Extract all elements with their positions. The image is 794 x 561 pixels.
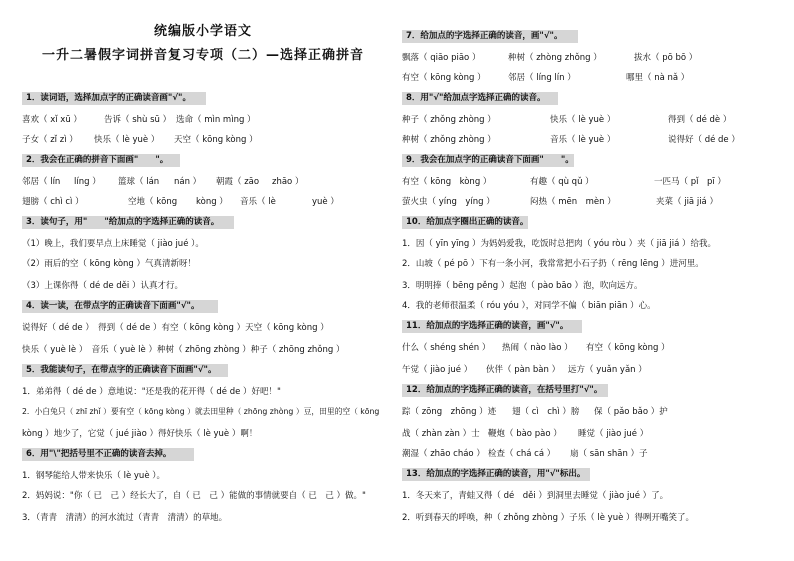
item: 热闹（ nào lào ） bbox=[502, 343, 573, 353]
section-10-line-3: 3．明明捧（ bēng pěng ）起泡（ pào bāo ）泡，吹向远方。 bbox=[402, 281, 643, 291]
item: 战（ zhàn zàn ）士 bbox=[402, 429, 480, 439]
item: yuè ） bbox=[312, 197, 339, 207]
item: 潮湿（ zhāo cháo ） bbox=[402, 449, 485, 459]
item: 闷热（ mēn mèn ） bbox=[530, 197, 616, 207]
section-6-line-3: 3．（青青 清清）的河水流过（青青 清清）的草地。 bbox=[22, 513, 228, 523]
item: 踪（ zōng zhōng ）迹 bbox=[402, 407, 497, 417]
section-9-heading: 9．我会在加点字的正确读音下面画" "。 bbox=[402, 154, 574, 167]
item: 睡觉（ jiào jué ） bbox=[578, 429, 649, 439]
section-8-heading: 8．用"√"给加点字选择正确的读音。 bbox=[402, 92, 558, 105]
section-5-line-2: 2．小白兔只（ zhī zhǐ ）要有空（ kōng kòng ）就去田里种（ zhōng zhòng ）豆，田里的空（ kōng bbox=[22, 407, 380, 416]
item: 伙伴（ pàn bàn ） bbox=[486, 365, 561, 375]
doc-title: 统编版小学语文 bbox=[153, 24, 252, 39]
item: 种子（ zhǒng zhòng ） bbox=[402, 115, 496, 125]
item: 朝霞（ zāo bbox=[216, 177, 260, 187]
section-10-line-1: 1．因（ yīn yīng ）为妈妈爱我，吃饭时总把肉（ yóu ròu ）夹（ jiā jiá ）给我。 bbox=[402, 239, 717, 249]
section-5-line-3: kòng ）地少了，它觉（ jué jiào ）得好快乐（ lè yuè ）啊！ bbox=[22, 429, 258, 439]
item: 午觉（ jiào jué ） bbox=[402, 365, 473, 375]
item: 天空（ kōng kòng ） bbox=[174, 135, 258, 145]
section-4-heading: 4．读一读，在带点字的正确读音下面画"√"。 bbox=[22, 300, 218, 313]
item: 扇（ sān shān ）子 bbox=[570, 449, 648, 459]
section-10-line-4: 4．我的老师很温柔（ róu yóu ），对同学不偏（ biān piān ）心。 bbox=[402, 301, 656, 311]
item: 远方（ yuǎn yǎn ） bbox=[568, 365, 647, 375]
item: 快乐（ lè yuè ） bbox=[94, 135, 160, 145]
item: 喜欢（ xǐ xū ） bbox=[22, 115, 82, 125]
section-3-line-3: （3）上课你得（ dé de děi ）认真才行。 bbox=[22, 281, 183, 291]
section-13-line-1: 1．冬天来了，青蛙又得（ dé děi ）到洞里去睡觉（ jiào jué ）了。 bbox=[402, 491, 669, 501]
section-13-heading: 13．给加点的字选择正确的读音，用"√"标出。 bbox=[402, 468, 590, 481]
section-4-line-2: 快乐（ yuè lè ） 音乐（ yuè lè ）种树（ zhōng zhòng ）种子（ zhōng zhǒng ） bbox=[22, 345, 345, 355]
item: zhāo ） bbox=[272, 177, 304, 187]
section-11-heading: 11．给加点的字选择正确的读音，画"√"。 bbox=[402, 320, 582, 333]
item: 空地（ kōng bbox=[128, 197, 178, 207]
section-3-line-2: （2）雨后的空（ kōng kòng ）气真清新呀！ bbox=[22, 259, 197, 269]
item: 有空（ kōng kòng ） bbox=[402, 73, 486, 83]
item: 保（ pǎo bǎo ）护 bbox=[594, 407, 668, 417]
item: 检查（ chá cá ） bbox=[488, 449, 556, 459]
section-1-heading: 1．读词语，选择加点字的正确读音画"√"。 bbox=[22, 92, 206, 105]
item: 选命（ mìn mìng ） bbox=[176, 115, 256, 125]
item: 告诉（ shù sū ） bbox=[104, 115, 172, 125]
item: 得到（ dé dè ） bbox=[668, 115, 732, 125]
section-3-heading: 3．读句子，用" "给加点的字选择正确的读音。 bbox=[22, 216, 234, 229]
section-5-heading: 5．我能读句子，在带点字的正确读音下面画"√"。 bbox=[22, 364, 228, 377]
item: kòng ） bbox=[196, 197, 228, 207]
item: 萤火虫（ yíng yíng ） bbox=[402, 197, 495, 207]
doc-subtitle: 一升二暑假字词拼音复习专项（二）—选择正确拼音 bbox=[41, 48, 364, 63]
item: 哪里（ nà nǎ ） bbox=[626, 73, 690, 83]
item: 鞭炮（ bào pào ） bbox=[488, 429, 562, 439]
item: nán ） bbox=[174, 177, 202, 187]
item: 什么（ shéng shén ） bbox=[402, 343, 491, 353]
section-12-heading: 12．给加点的字选择正确的读音，在括号里打"√"。 bbox=[402, 384, 608, 397]
section-10-line-2: 2．山坡（ pé pō ）下有一条小河，我常常把小石子扔（ rēng lēng ）进河里。 bbox=[402, 259, 704, 269]
section-10-heading: 10．给加点字圈出正确的读音。 bbox=[402, 216, 528, 229]
item: 说得好（ dé de ） bbox=[668, 135, 740, 145]
item: 翅（ cì chì ）膀 bbox=[512, 407, 580, 417]
item: 拔水（ pō bō ） bbox=[634, 53, 698, 63]
item: 音乐（ lè bbox=[240, 197, 276, 207]
section-5-line-1: 1．弟弟得（ dé de ）意地说："还是我的花开得（ dé de ）好吧！" bbox=[22, 387, 281, 397]
item: 一匹马（ pǐ pī ） bbox=[654, 177, 726, 187]
item: 翅膀（ chì cì ） bbox=[22, 197, 84, 207]
item: 子女（ zǐ zì ） bbox=[22, 135, 78, 145]
section-13-line-2: 2．听到春天的呼唤，种（ zhǒng zhòng ）子乐（ lè yuè ）得咧开嘴笑了。 bbox=[402, 513, 695, 523]
item: 夹菜（ jiā jiá ） bbox=[656, 197, 718, 207]
item: 快乐（ lè yuè ） bbox=[550, 115, 616, 125]
item: líng ） bbox=[74, 177, 101, 187]
item: 有趣（ qù qǔ ） bbox=[530, 177, 594, 187]
item: 飘落（ qiāo piāo ） bbox=[402, 53, 481, 63]
section-2-heading: 2．我会在正确的拼音下面画" "。 bbox=[22, 154, 180, 167]
item: 有空（ kōng kòng ） bbox=[402, 177, 492, 187]
section-6-heading: 6．用"\"把括号里不正确的读音去掉。 bbox=[22, 448, 194, 461]
section-6-line-1: 1．钢琴能给人带来快乐（ lè yuè ）。 bbox=[22, 471, 166, 481]
item: 邻居（ líng lín ） bbox=[508, 73, 576, 83]
item: 有空（ kōng kòng ） bbox=[586, 343, 670, 353]
item: 邻居（ lín bbox=[22, 177, 61, 187]
item: 音乐（ lè yuè ） bbox=[550, 135, 616, 145]
section-7-heading: 7．给加点的字选择正确的读音，画"√"。 bbox=[402, 30, 578, 43]
section-6-line-2: 2．妈妈说："你（ 已 己 ）经长大了，自（ 已 己 ）能做的事情就要自（ 已 己 ）做。" bbox=[22, 491, 366, 501]
item: 种树（ zhǒng zhòng ） bbox=[402, 135, 496, 145]
item: 篮球（ lán bbox=[118, 177, 160, 187]
item: 种树（ zhòng zhǒng ） bbox=[508, 53, 602, 63]
section-4-line-1: 说得好（ dé de ） 得到（ dé de ）有空（ kōng kòng ）天空（ kōng kòng ） bbox=[22, 323, 329, 333]
section-3-line-1: （1）晚上，我们要早点上床睡觉（ jiào jué ）。 bbox=[22, 239, 204, 249]
